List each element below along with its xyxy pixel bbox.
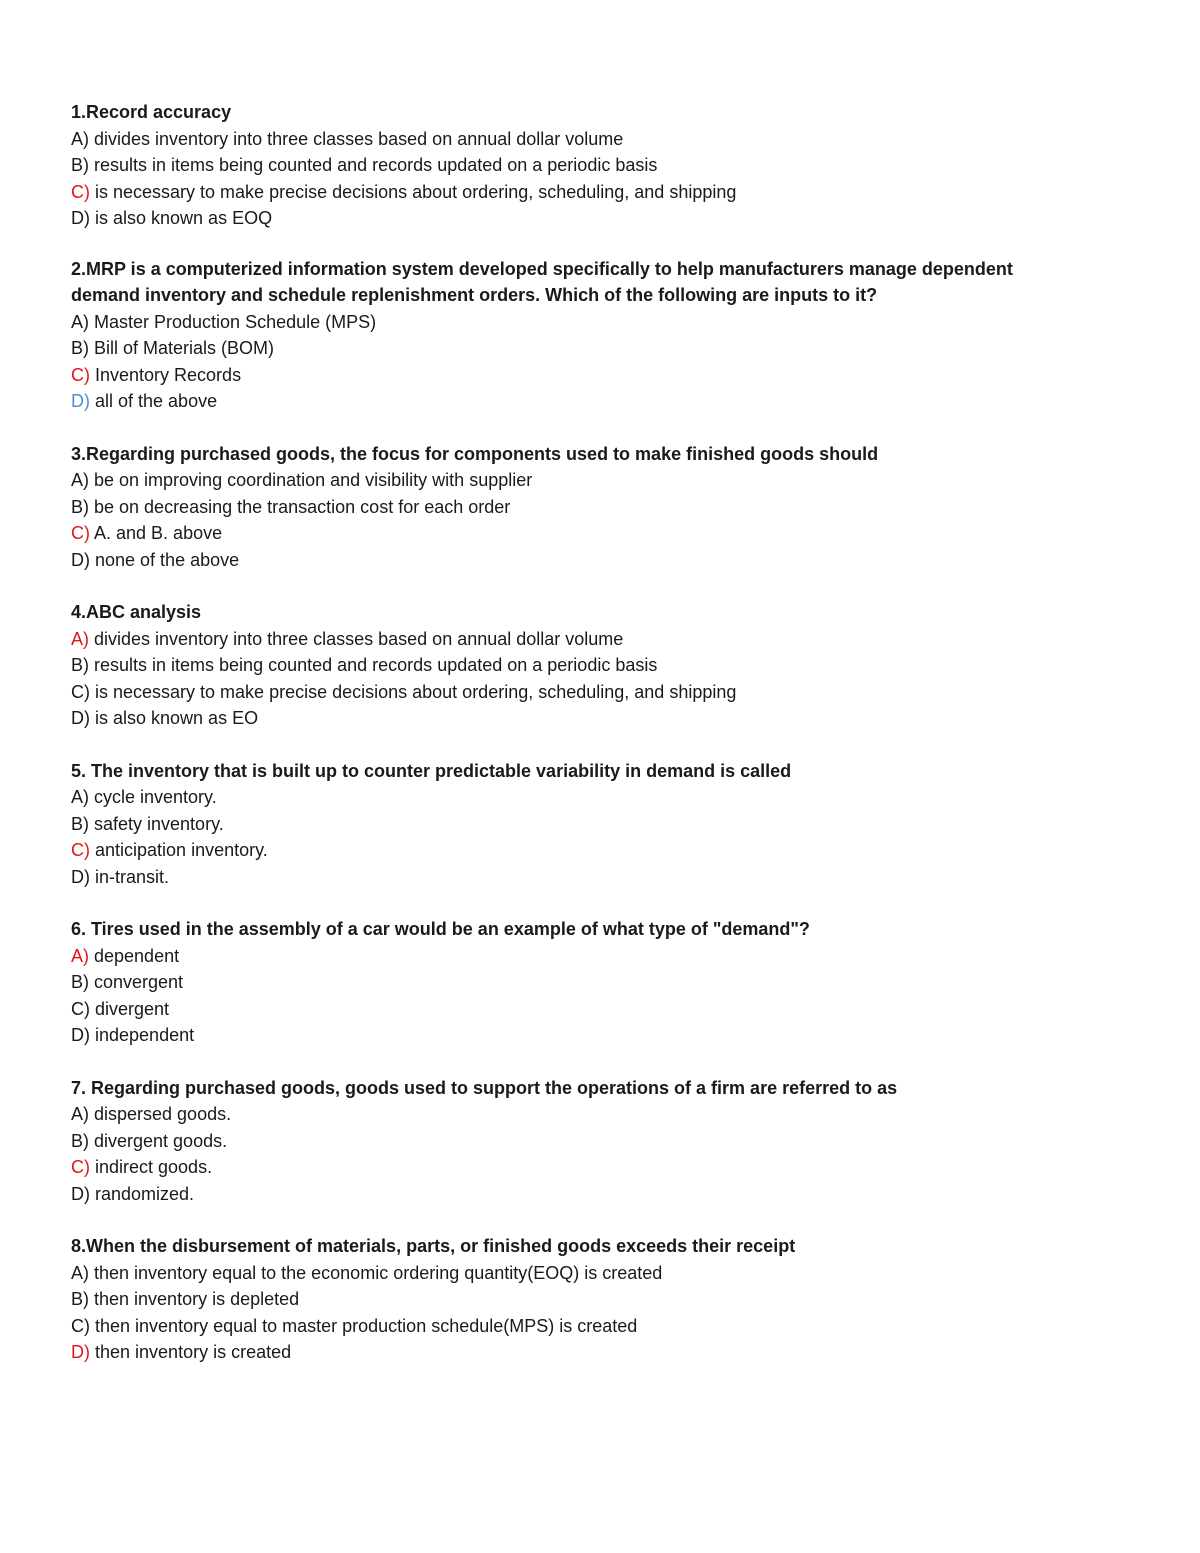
answer-option <box>71 705 1100 732</box>
option-text: dispersed goods. <box>89 1104 232 1124</box>
question-2 <box>71 256 1100 415</box>
answer-option <box>71 205 1100 232</box>
answer-option <box>71 1154 1100 1181</box>
question-1 <box>71 99 1100 232</box>
answer-option <box>71 335 1100 362</box>
option-text: randomized. <box>90 1183 195 1204</box>
option-text: divergent goods. <box>89 1130 228 1151</box>
answer-option <box>71 996 1100 1023</box>
answer-option <box>71 969 1100 996</box>
answer-option <box>71 362 1100 389</box>
option-letter: B) <box>71 1130 89 1151</box>
answer-option <box>71 652 1100 679</box>
question-stem: 8.When the disbursement of materials, parts, or finished goods exceeds their receipt <box>71 1236 796 1256</box>
option-text: then inventory is created <box>90 1342 292 1362</box>
answer-option <box>71 1260 1100 1287</box>
answer-option <box>71 152 1100 179</box>
option-letter: D) <box>71 1025 90 1045</box>
option-text: divides inventory into three classes based on annual dollar volume <box>89 128 624 149</box>
answer-option <box>71 126 1100 153</box>
option-text: dependent <box>89 945 180 966</box>
option-text: anticipation inventory. <box>90 840 268 860</box>
option-text: is necessary to make precise decisions about ordering, scheduling, and shipping <box>90 181 737 202</box>
option-text: Bill of Materials (BOM) <box>89 338 275 358</box>
answer-option <box>71 1313 1100 1340</box>
answer-option <box>71 679 1100 706</box>
option-letter: D) <box>71 549 90 570</box>
question-stem: 5. The inventory that is built up to counter predictable variability in demand is called <box>71 760 792 781</box>
answer-option <box>71 309 1100 336</box>
option-letter: C) <box>71 998 90 1019</box>
option-text: then inventory equal to the economic ordering quantity(EOQ) is created <box>89 1262 663 1283</box>
option-letter: A) <box>71 628 89 649</box>
answer-option <box>71 811 1100 838</box>
option-text: independent <box>90 1025 195 1045</box>
option-text: all of the above <box>90 391 218 411</box>
option-letter: B) <box>71 338 89 358</box>
option-letter: B) <box>71 1289 89 1309</box>
answer-option <box>71 494 1100 521</box>
option-text: be on improving coordination and visibility with supplier <box>89 470 533 490</box>
option-text: is also known as EOQ <box>90 208 273 228</box>
option-letter: D) <box>71 708 90 728</box>
option-text: Master Production Schedule (MPS) <box>89 311 377 332</box>
option-text: results in items being counted and records updated on a periodic basis <box>89 155 658 175</box>
option-letter: D) <box>71 866 90 887</box>
answer-option <box>71 784 1100 811</box>
question-list <box>71 99 1100 1366</box>
question-8 <box>71 1233 1100 1366</box>
option-letter: B) <box>71 155 89 175</box>
answer-option <box>71 626 1100 653</box>
option-letter: C) <box>71 681 90 702</box>
option-text: safety inventory. <box>89 813 224 834</box>
option-letter: A) <box>71 128 89 149</box>
option-text: A. and B. above <box>90 523 223 543</box>
option-letter: B) <box>71 972 89 992</box>
option-letter: B) <box>71 813 89 834</box>
answer-option <box>71 864 1100 891</box>
answer-option <box>71 837 1100 864</box>
option-letter: D) <box>71 208 90 228</box>
option-letter: A) <box>71 945 89 966</box>
answer-option <box>71 943 1100 970</box>
option-text: Inventory Records <box>90 364 242 385</box>
question-stem: 1.Record accuracy <box>71 102 232 122</box>
option-letter: C) <box>71 181 90 202</box>
option-text: none of the above <box>90 549 240 570</box>
question-5 <box>71 758 1100 891</box>
option-letter: B) <box>71 496 89 517</box>
option-text: in-transit. <box>90 866 170 887</box>
option-letter: D) <box>71 1183 90 1204</box>
question-stem: 7. Regarding purchased goods, goods used to support the operations of a firm are referred to as <box>71 1077 898 1098</box>
option-letter: A) <box>71 1104 89 1124</box>
answer-option <box>71 547 1100 574</box>
question-7 <box>71 1075 1100 1208</box>
question-stem: 3.Regarding purchased goods, the focus for components used to make finished goods should <box>71 443 879 464</box>
option-letter: A) <box>71 311 89 332</box>
option-text: divergent <box>90 998 170 1019</box>
question-stem: 2.MRP is a computerized information system developed specifically to help manufacturers manage dependent demand inventory and schedule replenishment orders. Which of the following are inputs to it? <box>71 258 1013 305</box>
answer-option <box>71 1128 1100 1155</box>
question-stem: 6. Tires used in the assembly of a car would be an example of what type of "demand"? <box>71 919 810 939</box>
answer-option <box>71 1181 1100 1208</box>
option-letter: A) <box>71 1262 89 1283</box>
question-3 <box>71 441 1100 574</box>
option-letter: B) <box>71 655 89 675</box>
question-stem: 4.ABC analysis <box>71 602 202 622</box>
option-text: is also known as EO <box>90 708 259 728</box>
question-6 <box>71 916 1100 1049</box>
option-letter: D) <box>71 1342 90 1362</box>
option-letter: C) <box>71 523 90 543</box>
option-letter: A) <box>71 470 89 490</box>
option-text: indirect goods. <box>90 1157 213 1177</box>
option-letter: C) <box>71 1315 90 1336</box>
option-text: cycle inventory. <box>89 787 217 807</box>
option-text: then inventory equal to master production schedule(MPS) is created <box>90 1315 638 1336</box>
option-text: results in items being counted and records updated on a periodic basis <box>89 655 658 675</box>
answer-option <box>71 1101 1100 1128</box>
option-text: is necessary to make precise decisions about ordering, scheduling, and shipping <box>90 681 737 702</box>
option-letter: C) <box>71 364 90 385</box>
question-4 <box>71 599 1100 732</box>
answer-option <box>71 1339 1100 1366</box>
answer-option <box>71 1022 1100 1049</box>
option-letter: C) <box>71 840 90 860</box>
option-letter: A) <box>71 787 89 807</box>
answer-option <box>71 388 1100 415</box>
answer-option <box>71 1286 1100 1313</box>
option-letter: C) <box>71 1157 90 1177</box>
answer-option <box>71 520 1100 547</box>
option-letter: D) <box>71 391 90 411</box>
option-text: be on decreasing the transaction cost for each order <box>89 496 511 517</box>
answer-option <box>71 179 1100 206</box>
option-text: then inventory is depleted <box>89 1289 300 1309</box>
option-text: convergent <box>89 972 184 992</box>
option-text: divides inventory into three classes based on annual dollar volume <box>89 628 624 649</box>
answer-option <box>71 467 1100 494</box>
